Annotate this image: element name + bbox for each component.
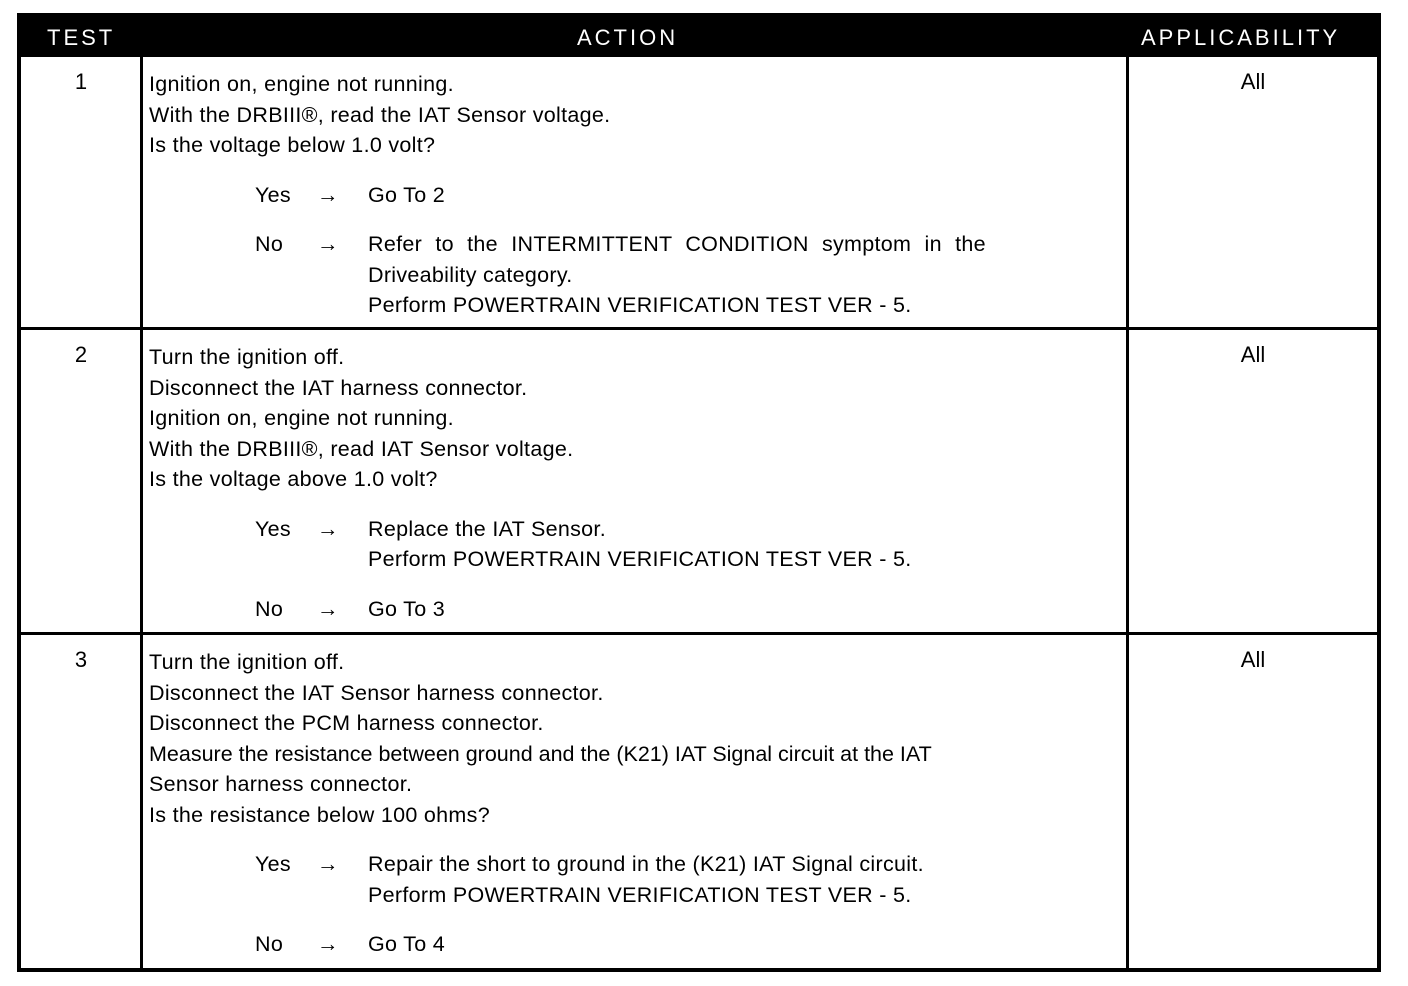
outcome-text: Replace the IAT Sensor. [368,516,606,541]
outcome-text: Go To 3 [368,596,446,621]
outcome-no [149,929,1121,960]
step-text: Disconnect the IAT Sensor harness connector. [149,680,604,705]
outcome-text: Refer to the INTERMITTENT CONDITION symptom in the [368,232,986,256]
arrow-icon: → [317,232,339,256]
header-applicability: APPLICABILITY [1141,25,1341,50]
table-header [21,17,1377,57]
arrow-icon: → [317,182,339,207]
table-row [21,57,1377,327]
step-text: Is the resistance below 100 ohms? [149,802,490,827]
step-text: With the DRBIII®, read the IAT Sensor voltage. [149,102,611,127]
outcome-yes [149,849,1121,910]
outcome-text: Repair the short to ground in the (K21) IAT Signal circuit. [368,852,924,876]
step-text: Is the voltage above 1.0 volt? [149,467,438,491]
diagnostic-test-table [17,13,1381,972]
outcome-text: Go To 2 [368,182,446,207]
arrow-icon: → [317,852,339,876]
step-text: Turn the ignition off. [149,345,345,369]
step-text: Sensor harness connector. [149,772,413,796]
outcome-text: Perform POWERTRAIN VERIFICATION TEST VER - 5. [368,293,912,317]
header-test: TEST [47,25,116,50]
arrow-icon: → [317,932,339,956]
test-number: 2 [74,342,88,367]
outcome-label: No [255,232,284,256]
outcome-label: Yes [255,182,291,207]
outcome-yes [149,180,1121,211]
table-row [21,330,1377,632]
outcome-label: Yes [255,516,291,541]
table-row [21,635,1377,972]
action-cell [149,342,1121,624]
outcome-text: Go To 4 [368,932,446,956]
outcome-label: No [255,932,284,956]
outcome-label: Yes [255,852,291,876]
test-number: 1 [74,69,88,94]
test-number: 3 [74,647,88,672]
step-text: With the DRBIII®, read IAT Sensor voltage. [149,436,574,461]
step-text: Disconnect the IAT harness connector. [149,375,528,400]
outcome-yes [149,514,1121,575]
applicability-value: All [1240,342,1266,367]
outcome-text: Driveability category. [368,262,573,287]
step-text: Ignition on, engine not running. [149,72,454,96]
outcome-no [149,594,1121,625]
step-text: Measure the resistance between ground and the (K21) IAT Signal circuit at the IAT [149,741,932,766]
arrow-icon: → [317,516,339,541]
action-cell [149,647,1121,960]
outcome-text: Perform POWERTRAIN VERIFICATION TEST VER - 5. [368,882,912,907]
arrow-icon: → [317,596,339,621]
header-action: ACTION [577,25,679,50]
step-text: Is the voltage below 1.0 volt? [149,133,436,157]
action-cell [149,69,1121,321]
outcome-no [149,229,1121,321]
step-text: Ignition on, engine not running. [149,406,454,430]
outcome-label: No [255,596,284,621]
step-text: Turn the ignition off. [149,650,345,674]
applicability-value: All [1240,69,1266,94]
outcome-text: Perform POWERTRAIN VERIFICATION TEST VER - 5. [368,547,912,571]
applicability-value: All [1240,647,1266,672]
step-text: Disconnect the PCM harness connector. [149,711,544,735]
